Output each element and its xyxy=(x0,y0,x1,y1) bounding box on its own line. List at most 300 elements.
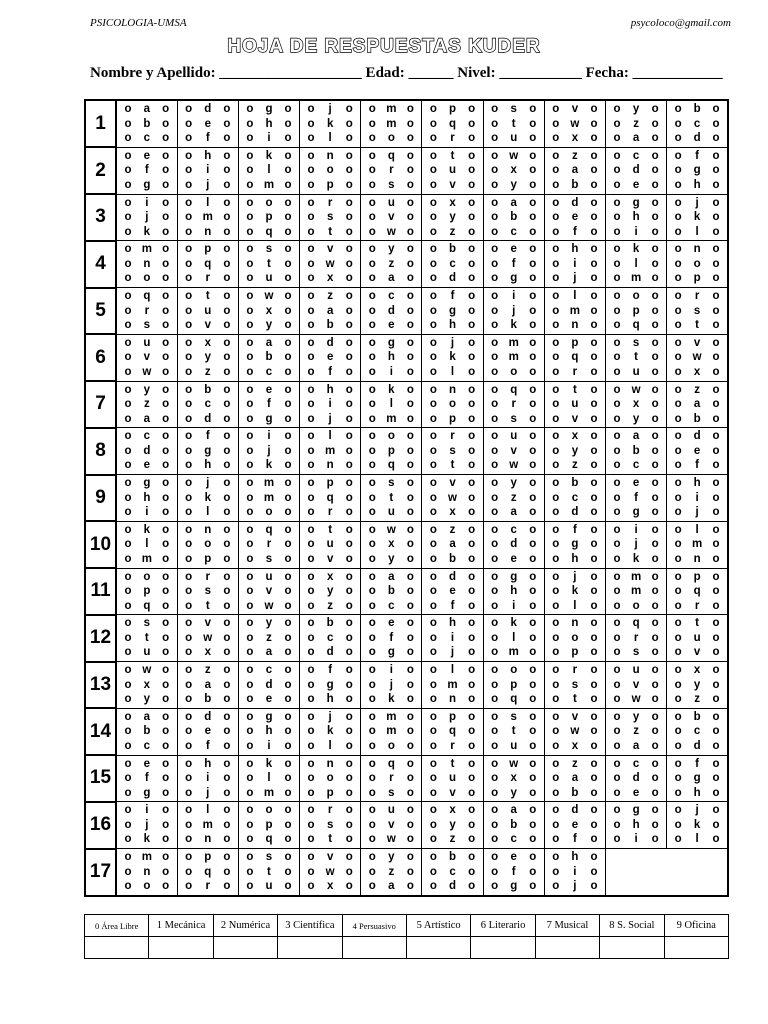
option-triad[interactable] xyxy=(177,708,238,755)
option-triad[interactable] xyxy=(300,615,361,662)
option-triad[interactable] xyxy=(300,849,361,896)
option-line: o w o xyxy=(185,631,231,644)
option-triad[interactable] xyxy=(177,615,238,662)
option-triad[interactable] xyxy=(422,708,483,755)
option-line: o w o xyxy=(491,757,537,770)
option-triad[interactable] xyxy=(300,521,361,568)
area-score-cell[interactable] xyxy=(664,937,728,959)
option-triad[interactable] xyxy=(116,194,177,241)
option-line: o v o xyxy=(185,617,231,630)
option-line: o o o xyxy=(368,430,414,443)
option-triad[interactable] xyxy=(361,100,422,147)
option-line: o a o xyxy=(124,710,170,723)
option-triad[interactable] xyxy=(544,194,605,241)
option-triad[interactable] xyxy=(177,194,238,241)
option-triad[interactable] xyxy=(667,288,728,335)
option-line: o e o xyxy=(613,477,659,490)
option-triad[interactable] xyxy=(177,662,238,709)
option-triad[interactable] xyxy=(667,755,728,802)
option-triad[interactable] xyxy=(667,100,728,147)
option-triad[interactable] xyxy=(544,802,605,849)
option-triad[interactable] xyxy=(483,568,544,615)
option-triad[interactable] xyxy=(544,241,605,288)
option-triad[interactable] xyxy=(361,194,422,241)
option-line: o i o xyxy=(185,164,231,177)
option-triad[interactable] xyxy=(667,662,728,709)
option-line: o i o xyxy=(246,430,292,443)
question-row xyxy=(85,802,728,849)
option-triad[interactable] xyxy=(177,755,238,802)
option-line: o d o xyxy=(185,412,231,425)
option-triad[interactable] xyxy=(177,475,238,522)
option-line: o b o xyxy=(674,103,720,115)
option-triad[interactable] xyxy=(116,381,177,428)
option-triad[interactable] xyxy=(116,147,177,194)
sheet-title: HOJA DE RESPUESTAS KUDER xyxy=(227,36,541,57)
option-triad[interactable] xyxy=(238,849,299,896)
option-triad[interactable] xyxy=(606,100,667,147)
option-triad[interactable] xyxy=(177,521,238,568)
option-line: o p o xyxy=(674,272,720,285)
option-line: o i o xyxy=(368,365,414,378)
option-triad[interactable] xyxy=(422,475,483,522)
option-triad[interactable] xyxy=(606,755,667,802)
option-line: o q o xyxy=(674,585,720,598)
option-triad[interactable] xyxy=(483,334,544,381)
option-triad[interactable] xyxy=(116,428,177,475)
question-number: 8 xyxy=(85,428,116,475)
option-triad[interactable] xyxy=(483,802,544,849)
option-line: o b o xyxy=(368,585,414,598)
option-triad[interactable] xyxy=(483,615,544,662)
option-triad[interactable] xyxy=(300,428,361,475)
option-triad[interactable] xyxy=(238,802,299,849)
option-triad[interactable] xyxy=(361,662,422,709)
option-line: o n o xyxy=(124,257,170,270)
option-triad[interactable] xyxy=(238,428,299,475)
option-triad[interactable] xyxy=(300,100,361,147)
option-line: o a o xyxy=(246,336,292,349)
option-line: o s o xyxy=(124,617,170,630)
option-line: o q o xyxy=(124,290,170,303)
area-score-cell[interactable] xyxy=(213,937,277,959)
option-line: o v o xyxy=(491,444,537,457)
option-triad[interactable] xyxy=(361,568,422,615)
option-triad[interactable] xyxy=(300,755,361,802)
option-triad[interactable] xyxy=(667,708,728,755)
option-line: o m o xyxy=(246,178,292,191)
option-line: o q o xyxy=(307,491,353,504)
option-line: o f o xyxy=(491,865,537,878)
option-line: o p o xyxy=(613,304,659,317)
option-line: o k o xyxy=(613,243,659,256)
option-line: o f o xyxy=(307,664,353,677)
option-triad[interactable] xyxy=(544,475,605,522)
option-triad[interactable] xyxy=(361,615,422,662)
option-line: o v o xyxy=(674,336,720,349)
option-triad[interactable] xyxy=(422,662,483,709)
option-line: o d o xyxy=(429,880,476,893)
option-triad[interactable] xyxy=(177,147,238,194)
option-line: o x o xyxy=(307,880,353,893)
option-line: o y o xyxy=(246,319,292,332)
option-triad[interactable] xyxy=(238,288,299,335)
option-line: o k o xyxy=(491,319,537,332)
option-triad[interactable] xyxy=(667,615,728,662)
option-triad[interactable] xyxy=(300,147,361,194)
option-triad[interactable] xyxy=(544,849,605,896)
option-line: o j o xyxy=(552,880,598,893)
option-triad[interactable] xyxy=(300,802,361,849)
option-line: o w o xyxy=(674,351,720,364)
option-line: o a o xyxy=(613,739,659,752)
option-triad[interactable] xyxy=(544,100,605,147)
option-triad[interactable] xyxy=(422,100,483,147)
option-triad[interactable] xyxy=(606,288,667,335)
option-triad[interactable] xyxy=(483,288,544,335)
option-line: o x o xyxy=(552,132,598,145)
option-line: o r o xyxy=(246,538,292,551)
option-triad[interactable] xyxy=(177,428,238,475)
option-triad[interactable] xyxy=(361,849,422,896)
option-triad[interactable] xyxy=(483,662,544,709)
option-line: o d o xyxy=(613,164,659,177)
option-triad[interactable] xyxy=(177,288,238,335)
option-line: o m o xyxy=(368,412,414,425)
option-triad[interactable] xyxy=(361,708,422,755)
area-score-cell[interactable] xyxy=(85,937,149,959)
option-line: o g o xyxy=(552,538,598,551)
option-line: o p o xyxy=(185,243,231,256)
option-line: o g o xyxy=(124,178,170,191)
option-triad[interactable] xyxy=(238,381,299,428)
question-number: 5 xyxy=(85,288,116,335)
option-triad[interactable] xyxy=(361,381,422,428)
question-row xyxy=(85,334,728,381)
option-triad[interactable] xyxy=(606,147,667,194)
option-line: o m o xyxy=(246,491,292,504)
option-line: o u o xyxy=(613,664,659,677)
option-triad[interactable] xyxy=(177,381,238,428)
option-triad[interactable] xyxy=(606,475,667,522)
option-line: o o o xyxy=(246,804,292,817)
option-triad[interactable] xyxy=(422,334,483,381)
option-triad[interactable] xyxy=(116,100,177,147)
option-triad[interactable] xyxy=(606,194,667,241)
option-triad[interactable] xyxy=(667,428,728,475)
option-triad[interactable] xyxy=(667,521,728,568)
option-triad[interactable] xyxy=(300,568,361,615)
option-triad[interactable] xyxy=(116,802,177,849)
option-line: o v o xyxy=(185,319,231,332)
option-line: o e o xyxy=(185,725,231,738)
option-triad[interactable] xyxy=(606,241,667,288)
option-triad[interactable] xyxy=(116,241,177,288)
option-triad[interactable] xyxy=(422,755,483,802)
option-line: o s o xyxy=(491,103,537,115)
option-triad[interactable] xyxy=(422,615,483,662)
option-triad[interactable] xyxy=(422,428,483,475)
option-line: o c o xyxy=(491,225,537,238)
option-line: o a o xyxy=(307,304,353,317)
option-triad[interactable] xyxy=(116,708,177,755)
option-line: o q o xyxy=(613,319,659,332)
option-triad[interactable] xyxy=(116,334,177,381)
option-line: o w o xyxy=(307,257,353,270)
option-line: o h o xyxy=(552,243,598,256)
option-triad[interactable] xyxy=(116,662,177,709)
option-triad[interactable] xyxy=(544,334,605,381)
area-score-cell[interactable] xyxy=(278,937,342,959)
option-triad[interactable] xyxy=(422,521,483,568)
option-triad[interactable] xyxy=(422,288,483,335)
option-triad[interactable] xyxy=(544,288,605,335)
option-triad[interactable] xyxy=(300,288,361,335)
option-triad[interactable] xyxy=(606,615,667,662)
area-score-cell[interactable] xyxy=(600,937,664,959)
option-line: o g o xyxy=(613,196,659,209)
option-triad[interactable] xyxy=(544,615,605,662)
option-triad[interactable] xyxy=(483,381,544,428)
option-triad[interactable] xyxy=(116,755,177,802)
question-number: 3 xyxy=(85,194,116,241)
option-triad[interactable] xyxy=(361,802,422,849)
option-line: o k o xyxy=(368,693,414,706)
area-score-cell[interactable] xyxy=(342,937,406,959)
option-line: o k o xyxy=(674,211,720,224)
institution-label: PSICOLOGIA-UMSA xyxy=(90,17,187,29)
option-line: o t o xyxy=(307,225,353,238)
question-number: 9 xyxy=(85,475,116,522)
option-triad[interactable] xyxy=(116,615,177,662)
option-triad[interactable] xyxy=(606,802,667,849)
option-triad[interactable] xyxy=(483,521,544,568)
option-line: o q o xyxy=(185,257,231,270)
question-row xyxy=(85,381,728,428)
question-number: 13 xyxy=(85,662,116,709)
option-line: o w o xyxy=(246,290,292,303)
option-line: o d o xyxy=(552,804,598,817)
option-triad[interactable] xyxy=(606,568,667,615)
option-triad[interactable] xyxy=(422,849,483,896)
option-triad[interactable] xyxy=(300,708,361,755)
option-triad[interactable] xyxy=(667,241,728,288)
option-triad[interactable] xyxy=(300,475,361,522)
option-triad[interactable] xyxy=(238,475,299,522)
areas-table xyxy=(84,914,729,959)
option-line: o j o xyxy=(185,477,231,490)
option-line: o n o xyxy=(307,757,353,770)
option-triad[interactable] xyxy=(238,147,299,194)
option-line: o a o xyxy=(124,103,170,115)
option-line: o c o xyxy=(368,599,414,612)
option-line: o i o xyxy=(185,772,231,785)
option-line: o a o xyxy=(429,538,476,551)
option-line: o u o xyxy=(491,739,537,752)
option-triad[interactable] xyxy=(606,662,667,709)
option-line: o c o xyxy=(429,865,476,878)
option-line: o f o xyxy=(307,365,353,378)
option-triad[interactable] xyxy=(300,334,361,381)
area-score-cell[interactable] xyxy=(406,937,470,959)
option-line: o r o xyxy=(307,196,353,209)
option-line: o v o xyxy=(429,178,476,191)
option-triad[interactable] xyxy=(361,241,422,288)
option-line: o l o xyxy=(429,365,476,378)
area-label: 6 Literario xyxy=(471,915,535,937)
question-number: 15 xyxy=(85,755,116,802)
option-triad[interactable] xyxy=(422,568,483,615)
option-line: o n o xyxy=(674,552,720,565)
option-triad[interactable] xyxy=(483,428,544,475)
option-line: o o o xyxy=(368,132,414,145)
option-triad[interactable] xyxy=(238,568,299,615)
option-triad[interactable] xyxy=(116,475,177,522)
option-triad[interactable] xyxy=(177,568,238,615)
option-triad[interactable] xyxy=(177,802,238,849)
option-triad[interactable] xyxy=(116,521,177,568)
question-row xyxy=(85,708,728,755)
option-triad[interactable] xyxy=(667,802,728,849)
option-triad[interactable] xyxy=(238,241,299,288)
area-score-cell[interactable] xyxy=(535,937,599,959)
option-line: o y o xyxy=(429,211,476,224)
option-triad[interactable] xyxy=(238,334,299,381)
option-triad[interactable] xyxy=(177,241,238,288)
option-triad[interactable] xyxy=(544,755,605,802)
option-triad[interactable] xyxy=(544,662,605,709)
option-triad[interactable] xyxy=(116,568,177,615)
option-triad[interactable] xyxy=(667,475,728,522)
option-triad[interactable] xyxy=(238,662,299,709)
option-line: o m o xyxy=(613,585,659,598)
area-score-cell[interactable] xyxy=(149,937,213,959)
option-triad[interactable] xyxy=(116,288,177,335)
option-line: o a o xyxy=(491,196,537,209)
option-line: o o o xyxy=(307,164,353,177)
question-number: 4 xyxy=(85,241,116,288)
option-triad[interactable] xyxy=(483,147,544,194)
option-line: o y o xyxy=(613,103,659,115)
option-line: o k o xyxy=(246,459,292,472)
option-triad[interactable] xyxy=(483,708,544,755)
option-triad[interactable] xyxy=(177,100,238,147)
option-triad[interactable] xyxy=(238,708,299,755)
option-line: o h o xyxy=(124,491,170,504)
option-line: o h o xyxy=(307,693,353,706)
option-triad[interactable] xyxy=(238,755,299,802)
option-triad[interactable] xyxy=(361,288,422,335)
option-triad[interactable] xyxy=(606,381,667,428)
option-triad[interactable] xyxy=(483,100,544,147)
option-line: o n o xyxy=(307,459,353,472)
option-triad[interactable] xyxy=(483,241,544,288)
option-triad[interactable] xyxy=(483,849,544,896)
option-line: o b o xyxy=(429,552,476,565)
areas-header-row xyxy=(85,915,729,937)
option-triad[interactable] xyxy=(606,334,667,381)
option-triad[interactable] xyxy=(422,194,483,241)
option-line: o u o xyxy=(491,430,537,443)
option-triad[interactable] xyxy=(361,147,422,194)
option-line: o g o xyxy=(613,804,659,817)
option-triad[interactable] xyxy=(238,100,299,147)
option-line: o y o xyxy=(368,243,414,256)
option-triad[interactable] xyxy=(238,521,299,568)
question-number: 10 xyxy=(85,521,116,568)
option-triad[interactable] xyxy=(116,849,177,896)
option-triad[interactable] xyxy=(422,147,483,194)
option-triad[interactable] xyxy=(544,428,605,475)
option-line: o s o xyxy=(307,211,353,224)
option-line: o i o xyxy=(124,196,170,209)
option-line: o c o xyxy=(674,725,720,738)
option-line: o f o xyxy=(368,631,414,644)
option-line: o b o xyxy=(674,412,720,425)
option-triad[interactable] xyxy=(422,381,483,428)
option-triad[interactable] xyxy=(238,194,299,241)
option-triad[interactable] xyxy=(177,334,238,381)
option-triad[interactable] xyxy=(361,521,422,568)
option-triad[interactable] xyxy=(483,475,544,522)
option-line: o c o xyxy=(552,491,598,504)
option-triad[interactable] xyxy=(361,428,422,475)
option-triad[interactable] xyxy=(544,708,605,755)
option-triad[interactable] xyxy=(300,241,361,288)
option-triad[interactable] xyxy=(544,521,605,568)
option-line: o y o xyxy=(491,786,537,799)
option-triad[interactable] xyxy=(544,147,605,194)
option-triad[interactable] xyxy=(422,241,483,288)
option-triad[interactable] xyxy=(606,428,667,475)
option-triad[interactable] xyxy=(606,521,667,568)
option-line: o s o xyxy=(674,304,720,317)
option-line: o r o xyxy=(124,304,170,317)
option-line: o p o xyxy=(552,336,598,349)
option-triad[interactable] xyxy=(361,475,422,522)
option-line: o f o xyxy=(613,491,659,504)
option-triad[interactable] xyxy=(544,568,605,615)
option-line: o y o xyxy=(491,178,537,191)
option-line: o p o xyxy=(429,412,476,425)
option-triad[interactable] xyxy=(422,802,483,849)
option-triad[interactable] xyxy=(483,194,544,241)
option-triad[interactable] xyxy=(606,708,667,755)
option-triad[interactable] xyxy=(361,334,422,381)
option-triad[interactable] xyxy=(667,568,728,615)
question-number: 14 xyxy=(85,708,116,755)
option-triad[interactable] xyxy=(177,849,238,896)
option-triad[interactable] xyxy=(544,381,605,428)
option-triad[interactable] xyxy=(667,381,728,428)
option-triad[interactable] xyxy=(667,147,728,194)
option-line: o b o xyxy=(552,786,598,799)
option-line: o c o xyxy=(491,833,537,846)
option-line: o d o xyxy=(552,506,598,519)
option-triad[interactable] xyxy=(667,194,728,241)
area-score-cell[interactable] xyxy=(471,937,535,959)
option-triad[interactable] xyxy=(238,615,299,662)
option-triad[interactable] xyxy=(667,334,728,381)
option-triad[interactable] xyxy=(300,381,361,428)
option-line: o a o xyxy=(674,398,720,411)
option-triad[interactable] xyxy=(361,755,422,802)
option-triad[interactable] xyxy=(300,194,361,241)
option-triad[interactable] xyxy=(483,755,544,802)
option-line: o a o xyxy=(613,132,659,145)
option-line: o v o xyxy=(552,710,598,723)
option-triad[interactable] xyxy=(300,662,361,709)
